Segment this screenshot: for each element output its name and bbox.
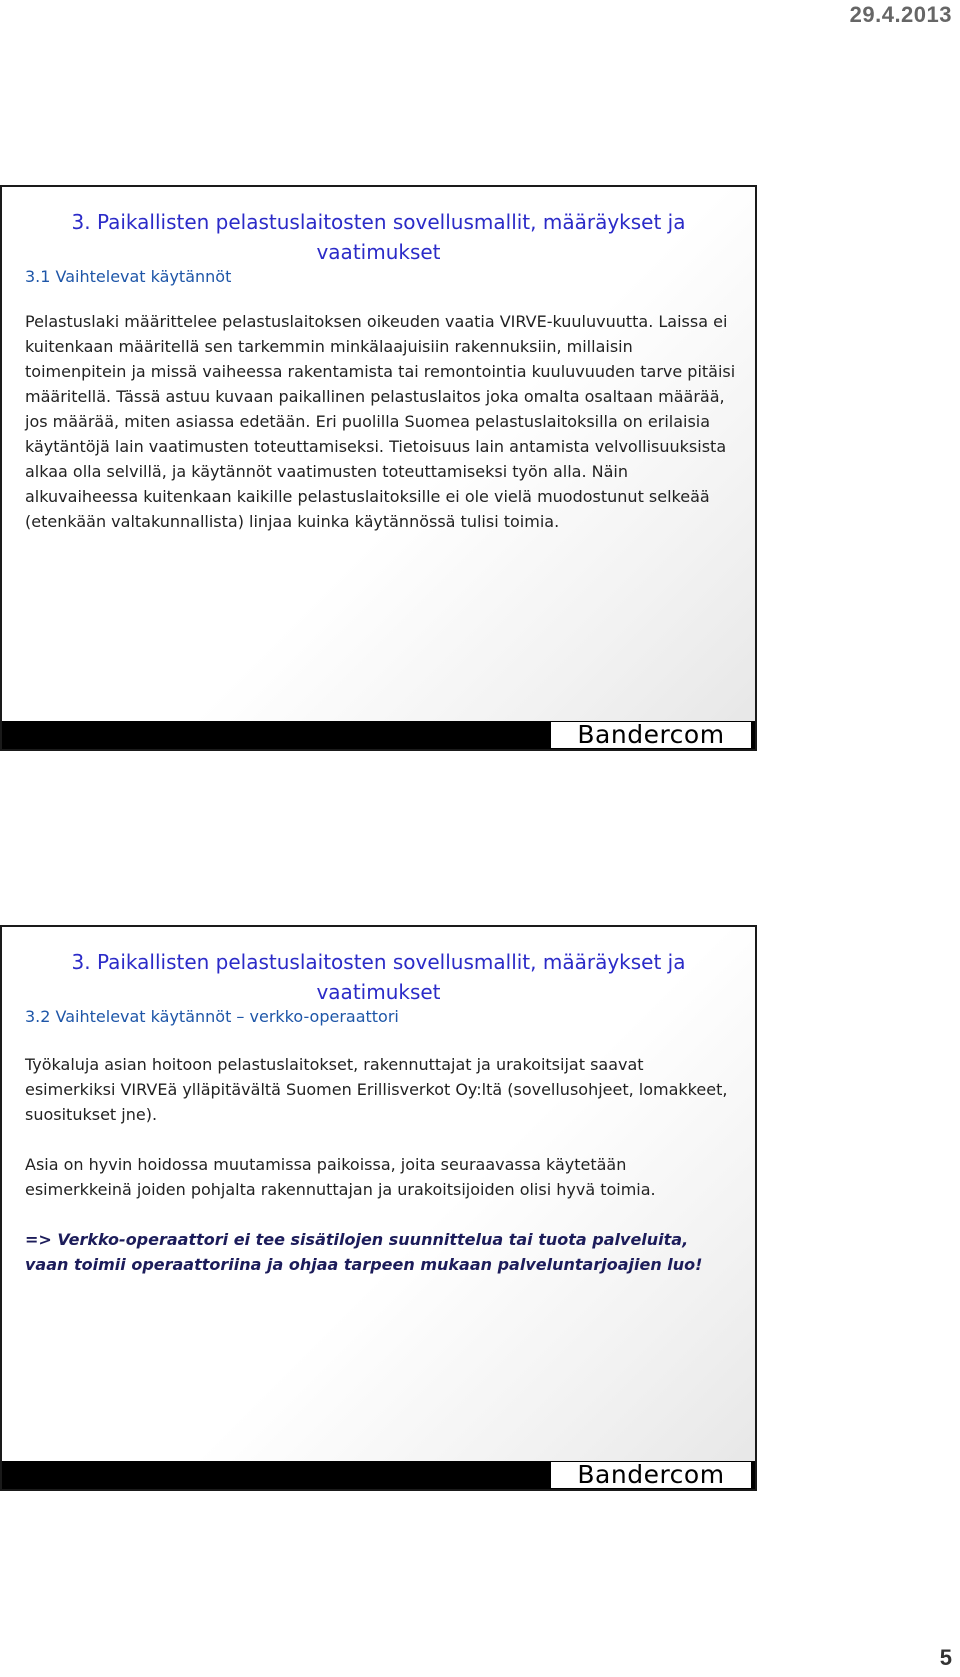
slide-2 (0, 925, 757, 1491)
slide-body (25, 1052, 737, 1302)
page-date: 29.4.2013 (849, 2, 952, 27)
page-number: 5 (939, 1645, 952, 1670)
bandercom-logo: Bandercom (551, 722, 751, 748)
slide-footer-bar (2, 721, 755, 749)
body-paragraph: Pelastuslaki määrittelee pelastuslaitoksen oikeuden vaatia VIRVE-kuuluvuutta. Laissa ei kuitenkaan määritellä sen tarkemmin minkälaajuisiin rakennuksiin, millaisin toimenpitein ja missä vaiheessa rakentamista tai remontointia kuuluvuuden tarve pitäisi määritellä. Tässä astuu kuvaan paikallinen pelastuslaitos joka omalta osaltaan määrää, jos määrää, miten asiassa edetään. Eri puolilla Suomea pelastuslaitoksilla on erilaisia käytäntöjä lain vaatimusten toteuttamiseksi. Tietoisuus lain antamista velvollisuuksista alkaa olla selvillä, ja käytännöt vaatimusten toteuttamiseksi työn alla. Näin alkuvaiheessa kuitenkaan kaikille pelastuslaitoksille ei ole vielä muodostunut selkeää (etenkään valtakunnallista) linjaa kuinka käytännössä tulisi toimia. (25, 312, 736, 531)
slide-subtitle: 3.2 Vaihtelevat käytännöt – verkko-operaattori (25, 1007, 399, 1026)
emphasis-statement: => Verkko-operaattori ei tee sisätilojen suunnittelua tai tuota palveluita, vaan toimii operaattoriina ja ohjaa tarpeen mukaan palveluntarjoajien luo! (25, 1230, 703, 1274)
slide-title: 3. Paikallisten pelastuslaitosten sovellusmallit, määräykset ja vaatimukset (71, 950, 686, 1004)
slide-subtitle: 3.1 Vaihtelevat käytännöt (25, 267, 232, 286)
slide-title: 3. Paikallisten pelastuslaitosten sovellusmallit, määräykset ja vaatimukset (71, 210, 686, 264)
slide-body (25, 309, 737, 559)
slide-1 (0, 185, 757, 751)
body-paragraph: Työkaluja asian hoitoon pelastuslaitokset, rakennuttajat ja urakoitsijat saavat esimerkiksi VIRVEä ylläpitävältä Suomen Erillisverkot Oy:ltä (sovellusohjeet, lomakkeet, suositukset jne). (25, 1055, 728, 1124)
bandercom-logo: Bandercom (551, 1462, 751, 1488)
body-paragraph: Asia on hyvin hoidossa muutamissa paikoissa, joita seuraavassa käytetään esimerkkeinä joiden pohjalta rakennuttajan ja urakoitsijoiden olisi hyvä toimia. (25, 1155, 656, 1199)
slide-footer-bar (2, 1461, 755, 1489)
